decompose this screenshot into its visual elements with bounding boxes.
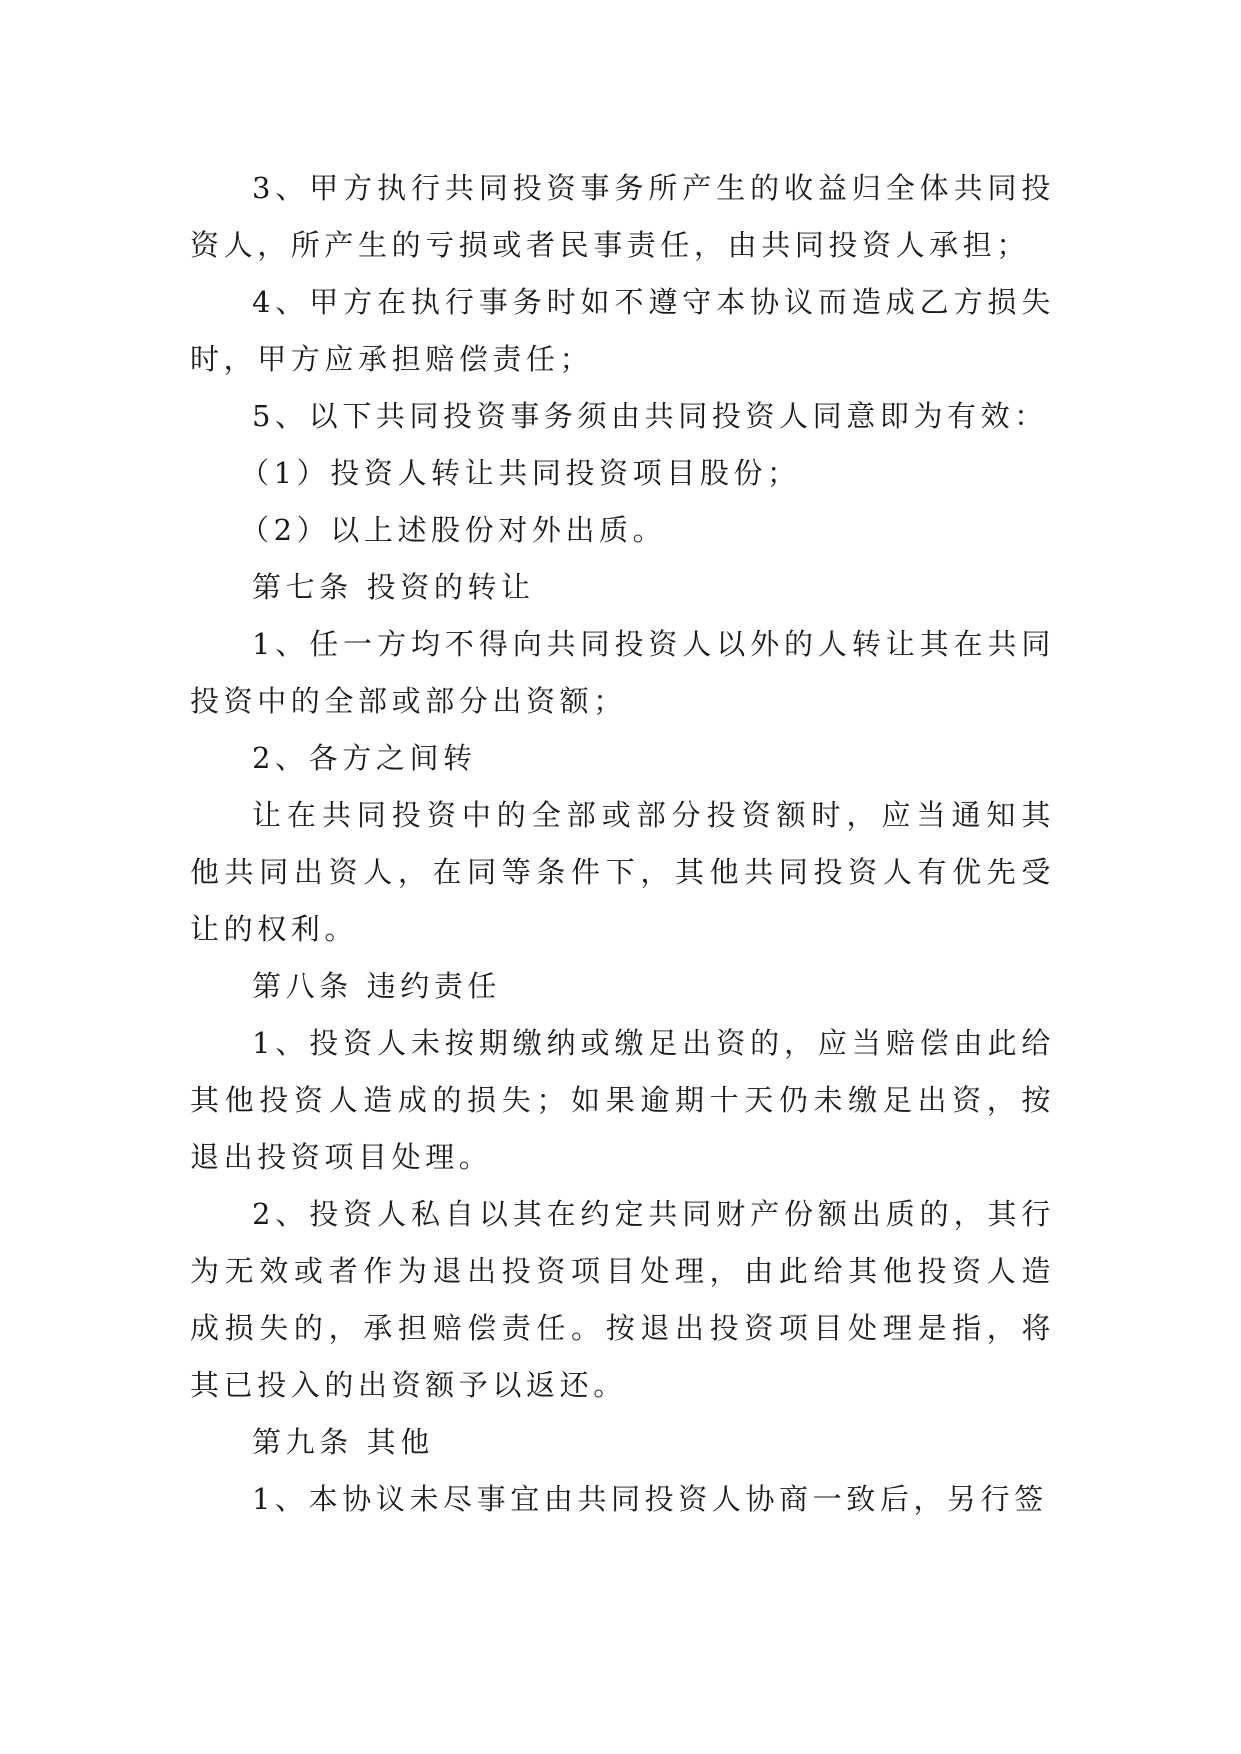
sub-item-2: （2）以上述股份对外出质。 [240,513,667,547]
article-8-item-2: 2、投资人私自以其在约定共同财产份额出质的，其行为无效或者作为退出投资项目处理，由此给其他投资人造成损失的，承担赔偿责任。按退出投资项目处理是指，将其已投入的出资额予以返还。 [190,1197,1055,1402]
article-7-heading: 第七条 投资的转让 [252,570,535,604]
clause-item-4: 4、甲方在执行事务时如不遵守本协议而造成乙方损失时，甲方应承担赔偿责任； [190,285,1055,376]
article-9-item-1: 1、本协议未尽事宜由共同投资人协商一致后，另行签 [252,1482,1048,1516]
article-7-item-2-continued: 让在共同投资中的全部或部分投资额时，应当通知其他共同出资人，在同等条件下，其他共同投资人有优先受让的权利。 [190,798,1055,946]
clause-item-3: 3、甲方执行共同投资事务所产生的收益归全体共同投资人，所产生的亏损或者民事责任，由共同投资人承担； [190,171,1055,262]
clause-item-5: 5、以下共同投资事务须由共同投资人同意即为有效： [252,399,1048,433]
article-8-heading: 第八条 违约责任 [252,969,502,1003]
article-8-item-1: 1、投资人未按期缴纳或缴足出资的，应当赔偿由此给其他投资人造成的损失；如果逾期十天仍未缴足出资，按退出投资项目处理。 [190,1026,1055,1174]
document-body [190,160,1055,1528]
article-7-item-1: 1、任一方均不得向共同投资人以外的人转让其在共同投资中的全部或部分出资额； [190,627,1055,718]
sub-item-1: （1）投资人转让共同投资项目股份； [240,456,801,490]
article-9-heading: 第九条 其他 [252,1425,434,1459]
article-7-item-2: 2、各方之间转 [252,741,477,775]
